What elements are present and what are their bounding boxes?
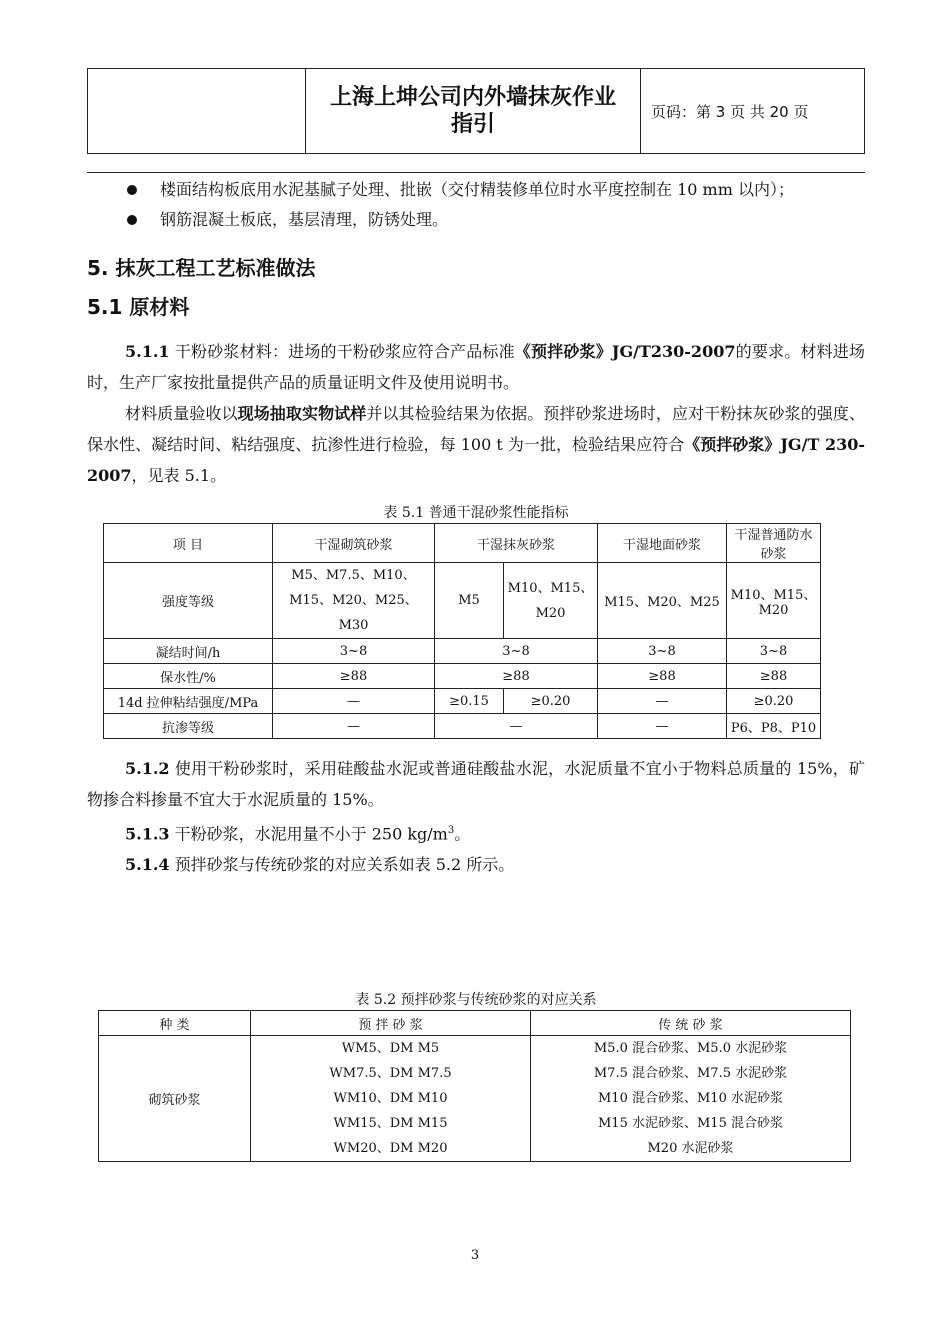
table-header-cell: 干湿地面砂浆 [598,524,727,563]
table-cell: 3~8 [727,639,821,664]
list-item: M20 水泥砂浆 [647,1141,734,1157]
row-label: 强度等级 [104,563,273,639]
table-header-cell: 项 目 [104,524,273,563]
row-label: 凝结时间/h [104,639,273,664]
list-item: WM20、DM M20 [333,1141,448,1157]
header-rule [87,172,865,173]
row-label: 抗渗等级 [104,714,273,739]
list-item: WM15、DM M15 [333,1116,448,1132]
table-header-cell: 种 类 [99,1011,251,1036]
premix-list [251,1036,531,1162]
paragraph-5-1-1 [87,336,865,398]
table-caption: 表 5.2 预拌砂浆与传统砂浆的对应关系 [355,992,597,1009]
table-cell: ≥88 [273,664,435,689]
paragraph-text: ，见表 5.1。 [131,466,227,485]
paragraph-quality [87,398,865,491]
table-cell: M10、M15、M20 [504,563,598,639]
header-logo-cell [88,69,306,153]
table-cell: M5 [435,563,504,639]
list-item: WM5、DM M5 [341,1041,440,1057]
table-cell: 3~8 [598,639,727,664]
table-row [104,563,821,639]
superscript: 3 [447,825,455,836]
traditional-list [531,1036,851,1162]
table-cell: ≥0.20 [727,689,821,714]
section-heading: 5. 抹灰工程工艺标准做法 [87,256,316,280]
table-caption: 表 5.1 普通干混砂浆性能指标 [383,505,569,521]
paragraph-5-1-4 [87,849,865,880]
clause-number: 5.1.4 [125,855,170,875]
standard-reference: 《预拌砂浆》JG/T 230-2007 [87,435,865,485]
table-cell: P6、P8、P10 [727,714,821,739]
paragraph-text: 预拌砂浆与传统砂浆的对应关系如表 5.2 所示。 [169,855,515,875]
table-cell: 3~8 [273,639,435,664]
table-header-cell: 干湿抹灰砂浆 [435,524,598,563]
mortar-correspondence-table [98,1010,851,1162]
paragraph-text: 干粉砂浆，水泥用量不小于 250 kg/m [169,824,448,844]
table-row [104,664,821,689]
table-cell: — [598,714,727,739]
page-number: 3 [470,1248,480,1263]
table-header-cell: 干湿砌筑砂浆 [273,524,435,563]
bullet-text: 钢筋混凝土板底，基层清理，防锈处理。 [160,210,449,229]
list-item: M5.0 混合砂浆、M5.0 水泥砂浆 [593,1041,788,1057]
row-label: 14d 拉伸粘结强度/MPa [104,689,273,714]
table-cell: — [273,689,435,714]
bullet-dot-icon [127,215,137,225]
list-item: WM7.5、DM M7.5 [329,1066,452,1082]
document-header [87,68,865,154]
table-row [104,639,821,664]
table-cell: M5、M7.5、M10、M15、M20、M25、M30 [273,563,435,639]
list-item: M7.5 混合砂浆、M7.5 水泥砂浆 [593,1066,788,1082]
table-cell: — [435,714,598,739]
table-row [104,689,821,714]
clause-number: 5.1.2 [125,759,170,778]
table-cell: ≥0.20 [504,689,598,714]
page-content [87,174,865,1162]
document-title: 上海上坤公司内外墙抹灰作业指引 [306,69,641,153]
bullet-item [87,175,865,204]
category-cell: 砌筑砂浆 [99,1036,251,1162]
table-cell: 3~8 [435,639,598,664]
paragraph-text: 的要求。材料进场时，生产厂家按批量提供产品的质量证明文件及使用说明书。 [87,342,865,392]
page-info: 页码：第 3 页 共 20 页 [651,102,809,121]
performance-table [103,523,821,739]
paragraph-text: 干粉砂浆材料：进场的干粉砂浆应符合产品标准 [169,342,515,361]
clause-number: 5.1.3 [125,824,170,844]
row-label: 保水性/% [104,664,273,689]
table-cell: ≥88 [598,664,727,689]
table-cell: ≥88 [435,664,598,689]
bullet-text: 楼面结构板底用水泥基腻子处理、批嵌（交付精装修单位时水平度控制在 10 mm 以内）； [160,180,794,199]
paragraph-text: 。 [454,824,471,844]
paragraph-5-1-3 [87,815,865,849]
table-cell: ≥88 [727,664,821,689]
table-header-cell: 预 拌 砂 浆 [251,1011,531,1036]
list-item: M15 水泥砂浆、M15 混合砂浆 [598,1116,783,1132]
standard-reference: 《预拌砂浆》JG/T230-2007 [514,342,736,361]
paragraph-text: 并以其检验结果为依据。预拌砂浆进场时，应对干粉抹灰砂浆的强度、保水性、凝结时间、粘结强度、抗渗性进行检验，每 100 t 为一批，检验结果应符合 [87,404,865,454]
subsection-heading: 5.1 原材料 [87,295,190,319]
clause-number: 5.1.1 [125,342,170,361]
list-item: M10 混合砂浆、M10 水泥砂浆 [598,1091,783,1107]
table-header-cell: 干湿普通防水砂浆 [727,524,821,563]
table-cell: — [273,714,435,739]
table-cell: M15、M20、M25 [598,563,727,639]
table-header-row [99,1011,851,1036]
table-row [99,1036,851,1162]
bullet-item [87,205,865,234]
table-cell: ≥0.15 [435,689,504,714]
paragraph-text: 材料质量验收以 [125,404,238,423]
table-header-row [104,524,821,563]
table-header-cell: 传 统 砂 浆 [531,1011,851,1036]
paragraph-text: 使用干粉砂浆时，采用硅酸盐水泥或普通硅酸盐水泥，水泥质量不宜小于物料总质量的 15%，矿物掺合料掺量不宜大于水泥质量的 15%。 [87,759,865,809]
list-item: WM10、DM M10 [333,1091,448,1107]
bullet-dot-icon [127,185,137,195]
emphasis-text: 现场抽取实物试样 [237,404,367,423]
table-row [104,714,821,739]
paragraph-5-1-2 [87,753,865,815]
table-cell: — [598,689,727,714]
table-cell: M10、M15、M20 [727,563,821,639]
